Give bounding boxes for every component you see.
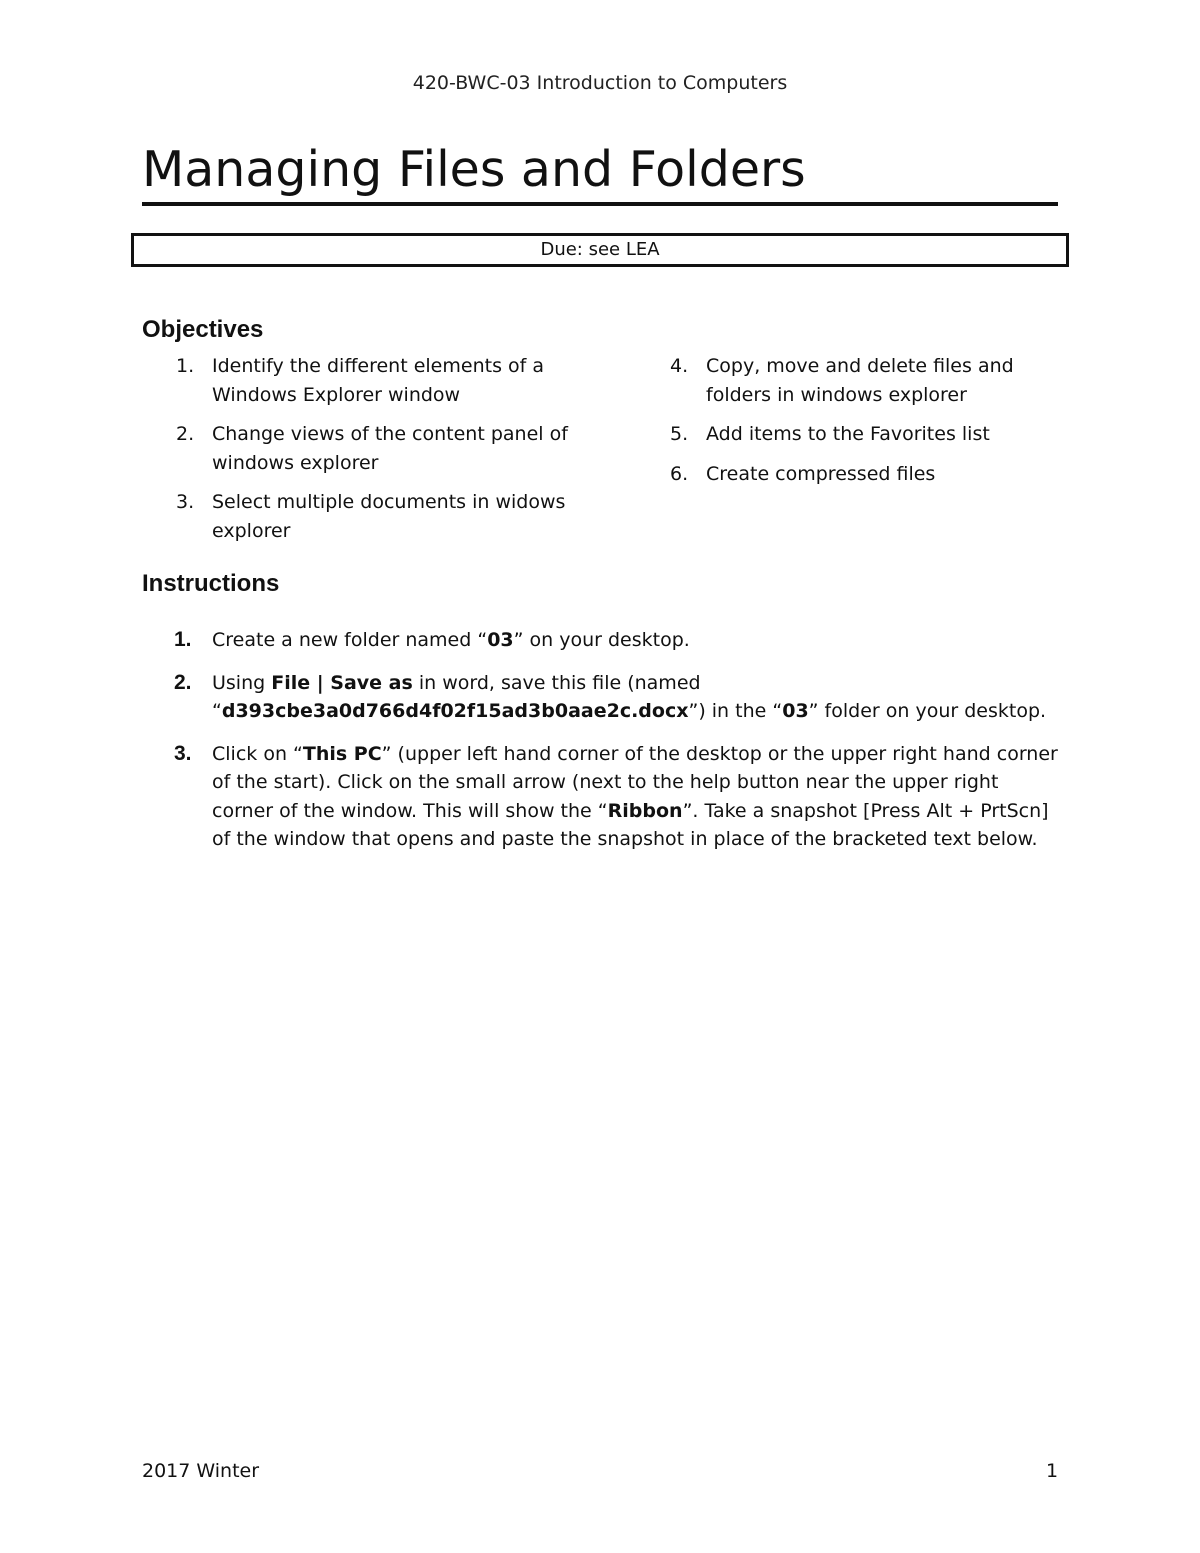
objective-number: 6. (670, 462, 689, 485)
objective-item (176, 352, 586, 409)
bold-text: Ribbon (607, 799, 683, 822)
objective-number: 2. (176, 423, 195, 445)
objective-text: Change views of the content panel of windows explorer (212, 423, 568, 474)
page-title: Managing Files and Folders (142, 140, 1058, 206)
objective-item (670, 420, 1060, 449)
objective-number: 1. (176, 355, 195, 377)
instruction-number: 2. (174, 670, 192, 694)
objective-text: Copy, move and delete files and folders in windows explorer (706, 355, 1014, 406)
footer-term: 2017 Winter (142, 1460, 260, 1482)
objective-text: Select multiple documents in widows explorer (212, 491, 566, 542)
instructions-list (174, 626, 1064, 868)
objective-number: 4. (670, 355, 689, 377)
instruction-text: Click on “This PC” (upper left hand corner of the desktop or the upper right hand corner of the start). Click on the small arrow (next to the help button near the upper right corner of the window. This will show the “Ribbon”. Take a snapshot [Press Alt + PrtScn] of the window that opens and paste the snapshot in place of the bracketed text below. (212, 742, 1058, 850)
objective-number: 3. (176, 491, 195, 513)
objective-item (176, 420, 586, 477)
instruction-number: 1. (174, 628, 192, 651)
instruction-item (174, 669, 1064, 726)
bold-filename: d393cbe3a0d766d4f02f15ad3b0aae2c.docx (221, 700, 689, 722)
bold-text: This PC (302, 742, 382, 765)
due-box: Due: see LEA (131, 233, 1069, 267)
instructions-heading: Instructions (142, 570, 280, 597)
page-number: 1 (1046, 1460, 1059, 1482)
instruction-text: Using File | Save as in word, save this file (named “d393cbe3a0d766d4f02f15ad3b0aae2c.docx”) in the “03” folder on your desktop. (212, 671, 1047, 722)
course-header: 420-BWC-03 Introduction to Computers (412, 72, 788, 94)
objectives-heading: Objectives (142, 316, 264, 343)
objective-item (670, 460, 1060, 489)
objective-item (670, 352, 1060, 409)
bold-text: 03 (487, 629, 514, 651)
bold-text: File | Save as (271, 671, 413, 694)
objective-text: Identify the different elements of a Windows Explorer window (212, 355, 544, 406)
objective-text: Create compressed files (706, 462, 936, 485)
objective-text: Add items to the Favorites list (706, 423, 990, 445)
instruction-item (174, 740, 1064, 854)
objective-item (176, 488, 586, 545)
objective-number: 5. (670, 423, 689, 445)
instruction-text: Create a new folder named “03” on your desktop. (212, 629, 690, 651)
objectives-list-left (176, 352, 586, 556)
instruction-number: 3. (174, 741, 192, 765)
instruction-item (174, 626, 1064, 655)
objectives-list-right (670, 352, 1060, 499)
bold-text: 03 (782, 700, 809, 722)
